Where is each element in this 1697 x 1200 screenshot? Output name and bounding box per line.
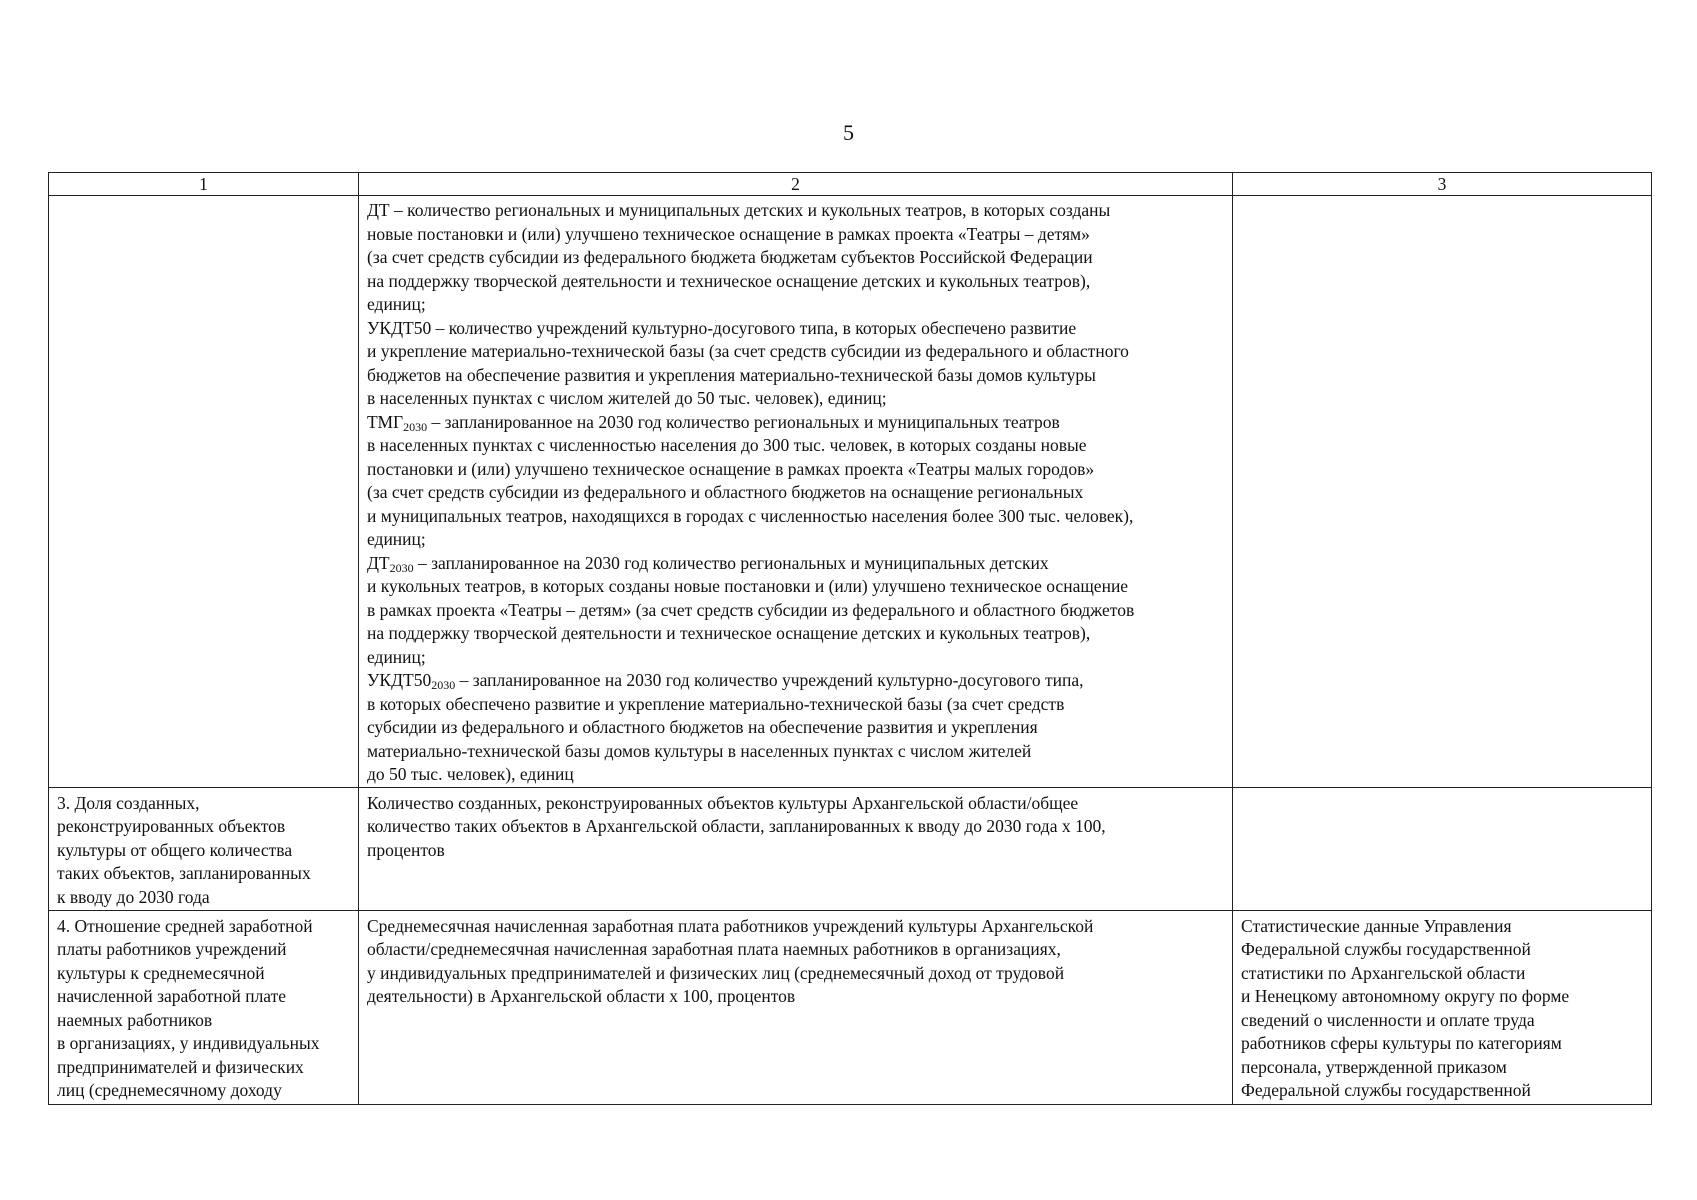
symbol-name: ТМГ [367, 411, 404, 432]
text-line: процентов [367, 839, 445, 860]
text-line: к вводу до 2030 года [57, 886, 210, 907]
text-line: в населенных пунктах с численностью населения до 300 тыс. человек, в которых созданы новые [367, 435, 1087, 455]
text-line: в рамках проекта «Театры – детям» (за счет средств субсидии из федерального и областного бюджетов [367, 599, 1135, 620]
text-line: статистики по Архангельской области [1241, 962, 1526, 983]
symbol-subscript: 2030 [389, 560, 414, 575]
text-line: таких объектов, запланированных [57, 863, 311, 883]
text-line: 3. Доля созданных, [57, 792, 200, 813]
text-line: на поддержку творческой деятельности и техническое оснащение детских и кукольных театров), [367, 623, 1091, 643]
text-line: области/среднемесячная начисленная заработная плата наемных работников в организациях, [367, 939, 1061, 959]
text-line: (за счет средств субсидии из федерального и областного бюджетов на оснащение региональных [367, 482, 1084, 502]
cell-data-source [1233, 787, 1652, 910]
text-line: наемных работников [57, 1009, 213, 1030]
text-line: единиц; [367, 646, 426, 667]
indicator-table [48, 172, 1652, 1105]
text-line: (за счет средств субсидии из федерального бюджета бюджетам субъектов Российской Федерации [367, 247, 1093, 267]
text-line: количество таких объектов в Архангельской области, запланированных к вводу до 2030 года х 100, [367, 816, 1106, 836]
symbol-name: ДТ [367, 552, 390, 573]
text-line: Количество созданных, реконструированных объектов культуры Архангельской области/общее [367, 792, 1079, 813]
text-line [367, 411, 1228, 435]
text-line: в которых обеспечено развитие и укрепление материально-технической базы (за счет средств [367, 693, 1065, 714]
text-line: Среднемесячная начисленная заработная плата работников учреждений культуры Архангельской [367, 915, 1094, 936]
text-line: УКДТ50 – количество учреждений культурно-досугового типа, в которых обеспечено развитие [367, 317, 1077, 338]
text-line: 4. Отношение средней заработной [57, 915, 313, 936]
cell-indicator-name [49, 910, 359, 1104]
header-cell-3: 3 [1233, 173, 1652, 196]
cell-data-source [1233, 910, 1652, 1104]
header-cell-1: 1 [49, 173, 359, 196]
text-line: лиц (среднемесячному доходу [57, 1080, 282, 1100]
text-line: материально-технической базы домов культуры в населенных пунктах с числом жителей [367, 740, 1032, 761]
text-line: предпринимателей и физических [57, 1056, 304, 1077]
text-line: реконструированных объектов [57, 816, 286, 836]
text-line [367, 552, 1228, 576]
text-line: и Ненецкому автономному округу по форме [1241, 986, 1570, 1006]
text-line: единиц; [367, 529, 426, 549]
table-row [49, 196, 1652, 788]
text-line: Федеральной службы государственной [1241, 1080, 1531, 1100]
text-line: на поддержку творческой деятельности и техническое оснащение детских и кукольных театров), [367, 270, 1091, 291]
text-line: бюджетов на обеспечение развития и укрепления материально-технической базы домов культуры [367, 364, 1096, 385]
text-line: культуры от общего количества [57, 839, 293, 860]
symbol-subscript: 2030 [403, 419, 428, 434]
text-line: и укрепление материально-технической базы (за счет средств субсидии из федерального и областного [367, 341, 1129, 361]
cell-data-source [1233, 196, 1652, 788]
table-row [49, 787, 1652, 910]
page-number: 5 [843, 120, 854, 145]
text-line: сведений о численности и оплате труда [1241, 1009, 1535, 1030]
text-line: в организациях, у индивидуальных [57, 1033, 320, 1053]
text-line: субсидии из федерального и областного бюджетов на обеспечение развития и укрепления [367, 717, 1038, 737]
text-line: начисленной заработной плате [57, 986, 287, 1006]
text-line: новые постановки и (или) улучшено техническое оснащение в рамках проекта «Театры – детям» [367, 223, 1090, 244]
text-line: и муниципальных театров, находящихся в городах с численностью населения более 300 тыс. человек), [367, 505, 1134, 526]
cell-formula-description [359, 910, 1233, 1104]
cell-indicator-name [49, 196, 359, 788]
text-line [367, 669, 1228, 693]
line-text: – запланированное на 2030 год количество учреждений культурно-досугового типа, [455, 670, 1084, 690]
text-line: платы работников учреждений [57, 939, 287, 959]
symbol-subscript: 2030 [431, 678, 456, 692]
line-text: – запланированное на 2030 год количество региональных и муниципальных театров [427, 411, 1060, 432]
line-text: – запланированное на 2030 год количество региональных и муниципальных детских [413, 552, 1049, 573]
text-line: работников сферы культуры по категориям [1241, 1033, 1562, 1053]
text-line: деятельности) в Архангельской области х 100, процентов [367, 986, 796, 1006]
symbol-name: УКДТ50 [367, 670, 432, 690]
cell-indicator-name [49, 787, 359, 910]
cell-formula-description [359, 196, 1233, 788]
cell-formula-description [359, 787, 1233, 910]
text-line: единиц; [367, 294, 426, 314]
text-line: культуры к среднемесячной [57, 962, 265, 983]
text-line: до 50 тыс. человек), единиц [367, 764, 574, 784]
text-line: постановки и (или) улучшено техническое оснащение в рамках проекта «Театры малых городов» [367, 458, 1095, 479]
text-line: Статистические данные Управления [1241, 915, 1512, 936]
text-line: ДТ – количество региональных и муниципальных детских и кукольных театров, в которых созданы [367, 200, 1111, 220]
text-line: в населенных пунктах с числом жителей до 50 тыс. человек), единиц; [367, 388, 887, 408]
table-row [49, 910, 1652, 1104]
text-line: персонала, утвержденной приказом [1241, 1056, 1507, 1077]
text-line: Федеральной службы государственной [1241, 939, 1531, 959]
table-header-row [49, 173, 1652, 196]
header-cell-2: 2 [359, 173, 1233, 196]
text-line: и кукольных театров, в которых созданы новые постановки и (или) улучшено техническое оснащение [367, 576, 1129, 596]
text-line: у индивидуальных предпринимателей и физических лиц (среднемесячный доход от трудовой [367, 962, 1065, 983]
